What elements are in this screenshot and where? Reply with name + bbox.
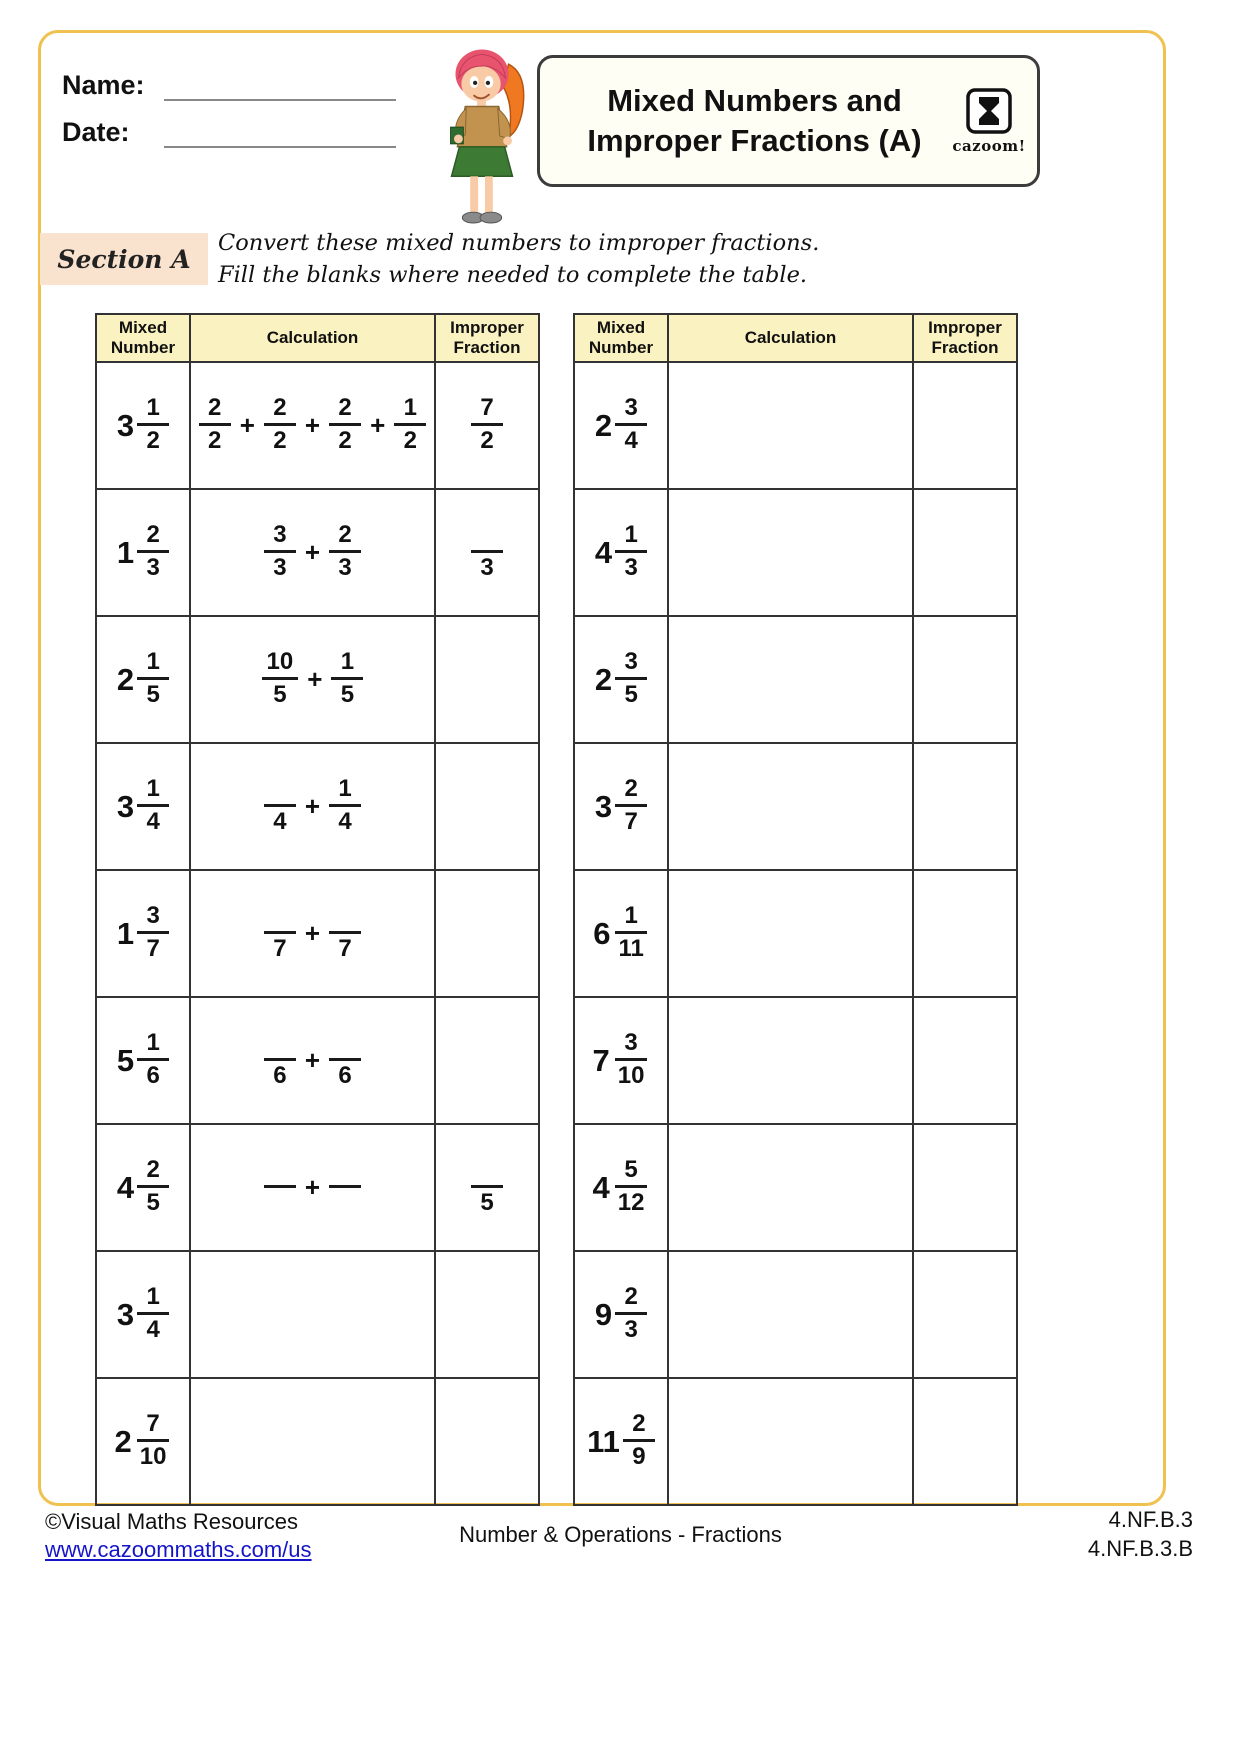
calculation-cell: [190, 1251, 435, 1378]
fraction-denominator: [329, 1188, 361, 1217]
calculation-cell: [190, 616, 435, 743]
improper-fraction-cell: [435, 743, 539, 870]
fraction-denominator: 9: [632, 1443, 646, 1470]
fraction-numerator: 2: [623, 1412, 655, 1442]
table-row: [96, 1124, 539, 1251]
calculation-cell: [668, 1378, 913, 1505]
fraction: [613, 904, 648, 963]
worksheet-title: [554, 81, 955, 162]
whole-number: 4: [116, 1169, 135, 1205]
fraction: [264, 905, 296, 963]
fraction-denominator: 4: [338, 808, 352, 835]
fraction-denominator: 7: [146, 935, 160, 962]
mixed-number-cell: [96, 997, 190, 1124]
fraction: [137, 523, 169, 582]
left-table-header-row: [96, 314, 539, 362]
mixed-number-cell: [96, 362, 190, 489]
fraction-denominator: 2: [403, 427, 417, 454]
left-table: [95, 313, 540, 1506]
fraction: [199, 396, 231, 455]
plus-sign: +: [304, 537, 321, 567]
right-table-header-row: [574, 314, 1017, 362]
fraction: [137, 1158, 169, 1217]
hourglass-icon: [965, 87, 1013, 135]
fraction-numerator: 1: [137, 396, 169, 426]
name-label: Name:: [62, 70, 145, 100]
table-row: [96, 870, 539, 997]
calculation-cell: [190, 489, 435, 616]
fraction: [329, 777, 361, 836]
fraction-numerator: [264, 1159, 296, 1188]
fraction-numerator: 3: [615, 1031, 647, 1061]
fraction-numerator: 1: [329, 777, 361, 807]
fraction-denominator: 5: [624, 681, 638, 708]
fraction-denominator: 6: [338, 1061, 352, 1089]
improper-fraction-cell: [913, 743, 1017, 870]
col-header-improper-fraction: Improper Fraction: [913, 314, 1017, 362]
fraction-numerator: 3: [137, 904, 169, 934]
fraction-denominator: 10: [617, 1062, 645, 1089]
improper-fraction-cell: [913, 1124, 1017, 1251]
mixed-number-cell: [574, 616, 668, 743]
improper-fraction-cell: [435, 362, 539, 489]
whole-number: 1: [116, 915, 135, 951]
fraction-denominator: 2: [273, 427, 287, 454]
calculation-cell: [668, 870, 913, 997]
fraction: [471, 396, 503, 455]
fraction-numerator: 1: [331, 650, 363, 680]
mixed-number-cell: [574, 362, 668, 489]
improper-fraction-cell: [435, 1378, 539, 1505]
table-row: [574, 1251, 1017, 1378]
table-row: [96, 489, 539, 616]
table-row: [574, 1378, 1017, 1505]
table-row: [96, 1378, 539, 1505]
fraction-denominator: 3: [273, 554, 287, 581]
fraction: [137, 904, 169, 963]
fraction-numerator: 10: [262, 650, 299, 680]
fraction: [615, 1285, 647, 1344]
plus-sign: +: [304, 1172, 321, 1202]
fraction: [329, 905, 361, 963]
fraction-denominator: 3: [146, 554, 160, 581]
improper-fraction-cell: [435, 1251, 539, 1378]
fraction: [329, 1159, 361, 1217]
fraction: [137, 1285, 169, 1344]
fraction: [137, 650, 169, 709]
improper-fraction-cell: [913, 870, 1017, 997]
whole-number: 3: [116, 788, 135, 824]
plus-sign: +: [304, 410, 321, 440]
fraction: [262, 650, 299, 709]
table-row: [96, 743, 539, 870]
improper-fraction-cell: [913, 489, 1017, 616]
improper-fraction-cell: [913, 997, 1017, 1124]
mixed-number-cell: [96, 1378, 190, 1505]
improper-fraction-cell: [913, 1251, 1017, 1378]
fraction: [137, 396, 169, 455]
fraction: [613, 1031, 650, 1090]
mixed-number-cell: [574, 489, 668, 616]
fraction-denominator: 3: [624, 1316, 638, 1343]
fraction-numerator: 3: [264, 523, 296, 553]
fraction: [615, 396, 647, 455]
fraction-denominator: 5: [146, 681, 160, 708]
fraction: [264, 1032, 296, 1090]
fraction-denominator: 7: [338, 934, 352, 962]
fraction: [135, 1412, 172, 1471]
fraction-denominator: 2: [208, 427, 222, 454]
plus-sign: +: [307, 664, 323, 694]
fraction-numerator: [264, 778, 296, 807]
mixed-number-cell: [574, 1251, 668, 1378]
fraction-numerator: [329, 1032, 361, 1061]
section-a-badge: [40, 233, 208, 285]
fraction-numerator: [329, 905, 361, 934]
col-header-calculation: Calculation: [190, 314, 435, 362]
fraction: [613, 1158, 650, 1217]
whole-number: 2: [116, 661, 135, 697]
whole-number: 2: [594, 661, 613, 697]
mixed-number-cell: [96, 870, 190, 997]
fraction-numerator: 2: [329, 523, 361, 553]
fraction-denominator: 3: [624, 554, 638, 581]
fraction-numerator: 2: [264, 396, 296, 426]
table-row: [574, 616, 1017, 743]
fraction-denominator: 5: [480, 1188, 494, 1216]
tables-container: [95, 313, 1018, 1506]
fraction-denominator: 5: [273, 681, 287, 708]
improper-fraction-cell: [435, 997, 539, 1124]
calculation-cell: [668, 743, 913, 870]
mixed-number-cell: [574, 997, 668, 1124]
fraction-numerator: [471, 524, 503, 553]
fraction-denominator: 4: [146, 1316, 160, 1343]
whole-number: 2: [594, 407, 613, 443]
table-row: [96, 1251, 539, 1378]
whole-number: 9: [594, 1296, 613, 1332]
copyright-text: ©Visual Maths Resources: [45, 1509, 299, 1534]
footer-standards: [1088, 1506, 1193, 1563]
instruction-line-2: Fill the blanks where needed to complete the table.: [218, 261, 808, 288]
fraction-denominator: 4: [624, 427, 638, 454]
fraction-numerator: [264, 1032, 296, 1061]
cazoom-logo-text: cazoom!: [952, 137, 1026, 155]
fraction: [394, 396, 426, 455]
fraction-denominator: [264, 1188, 296, 1217]
fraction-numerator: 1: [137, 1031, 169, 1061]
whole-number: 3: [594, 788, 613, 824]
instruction-line-1: Convert these mixed numbers to improper fractions.: [218, 230, 820, 256]
fraction-denominator: 11: [618, 935, 644, 962]
mixed-number-cell: [96, 743, 190, 870]
fraction: [264, 396, 296, 455]
fraction: [137, 1031, 169, 1090]
fraction: [471, 524, 503, 582]
fraction-numerator: [329, 1159, 361, 1188]
calculation-cell: [668, 362, 913, 489]
col-header-improper-fraction: Improper Fraction: [435, 314, 539, 362]
fraction-numerator: 2: [615, 777, 647, 807]
fraction-denominator: 3: [338, 554, 352, 581]
col-header-calculation: Calculation: [668, 314, 913, 362]
date-label: Date:: [62, 117, 130, 147]
title-line-2: Improper Fractions (A): [587, 123, 922, 158]
fraction-numerator: 3: [615, 650, 647, 680]
name-row: [62, 70, 396, 101]
whole-number: 7: [592, 1042, 610, 1078]
table-row: [96, 362, 539, 489]
fraction: [137, 777, 169, 836]
whole-number: 5: [116, 1042, 135, 1078]
fraction-denominator: 7: [624, 808, 638, 835]
whole-number: 3: [116, 407, 135, 443]
fraction-numerator: 7: [471, 396, 503, 426]
fraction: [329, 1032, 361, 1090]
whole-number: 1: [116, 534, 135, 570]
table-row: [574, 489, 1017, 616]
fraction-denominator: 2: [480, 427, 494, 454]
improper-fraction-cell: [913, 1378, 1017, 1505]
fraction-denominator: 7: [273, 934, 287, 962]
fraction-denominator: 2: [146, 427, 160, 454]
fraction-numerator: 2: [329, 396, 361, 426]
table-row: [574, 997, 1017, 1124]
fraction-numerator: 5: [615, 1158, 647, 1188]
plus-sign: +: [239, 410, 255, 440]
table-row: [96, 616, 539, 743]
cazoom-website-link[interactable]: www.cazoommaths.com/us: [45, 1536, 312, 1562]
footer-center-text: Number & Operations - Fractions: [459, 1522, 782, 1547]
calculation-cell: [668, 997, 913, 1124]
improper-fraction-cell: [913, 362, 1017, 489]
title-box: [537, 55, 1040, 187]
fraction-numerator: 2: [137, 1158, 169, 1188]
fraction: [329, 396, 361, 455]
mixed-number-cell: [96, 489, 190, 616]
instructions: [218, 228, 819, 292]
mixed-number-cell: [96, 616, 190, 743]
standard-code-1: 4.NF.B.3: [1108, 1507, 1193, 1532]
fraction-numerator: 3: [615, 396, 647, 426]
fraction-denominator: 4: [146, 808, 160, 835]
fraction-denominator: 12: [617, 1189, 645, 1216]
fraction-denominator: 4: [273, 807, 287, 835]
fraction: [264, 523, 296, 582]
calculation-cell: [190, 1378, 435, 1505]
calculation-cell: [190, 362, 435, 489]
whole-number: 6: [593, 915, 611, 951]
fraction-numerator: 1: [615, 904, 647, 934]
fraction-denominator: 5: [146, 1189, 160, 1216]
plus-sign: +: [304, 1045, 321, 1075]
whole-number: 11: [587, 1423, 620, 1459]
fraction-denominator: 10: [139, 1443, 167, 1470]
table-row: [574, 1124, 1017, 1251]
calculation-cell: [668, 1124, 913, 1251]
section-a-label: Section A: [57, 244, 191, 274]
mixed-number-cell: [96, 1251, 190, 1378]
calculation-cell: [668, 489, 913, 616]
fraction: [331, 650, 363, 709]
standard-code-2: 4.NF.B.3.B: [1087, 1535, 1193, 1561]
fraction: [264, 778, 296, 836]
mixed-number-cell: [574, 870, 668, 997]
whole-number: 2: [114, 1423, 132, 1459]
date-row: [62, 117, 396, 148]
fraction: [471, 1159, 503, 1217]
plus-sign: +: [304, 791, 321, 821]
date-write-line: [164, 118, 396, 148]
fraction-numerator: 7: [137, 1412, 169, 1442]
right-table: [573, 313, 1018, 1506]
fraction: [623, 1412, 655, 1471]
table-row: [574, 743, 1017, 870]
calculation-cell: [190, 997, 435, 1124]
fraction-numerator: 1: [137, 777, 169, 807]
fraction-numerator: 1: [394, 396, 426, 426]
name-date-block: [62, 70, 396, 164]
cazoom-logo: [952, 87, 1026, 155]
mixed-number-cell: [574, 1124, 668, 1251]
improper-fraction-cell: [913, 616, 1017, 743]
fraction-numerator: [471, 1159, 503, 1188]
fraction-numerator: [264, 905, 296, 934]
table-row: [574, 870, 1017, 997]
fraction: [615, 523, 647, 582]
whole-number: 3: [116, 1296, 135, 1332]
fraction-denominator: 6: [146, 1062, 160, 1089]
fraction-denominator: 5: [340, 681, 355, 708]
improper-fraction-cell: [435, 489, 539, 616]
calculation-cell: [190, 870, 435, 997]
fraction: [329, 523, 361, 582]
fraction-denominator: 6: [273, 1061, 287, 1089]
calculation-cell: [190, 1124, 435, 1251]
whole-number: 4: [592, 1169, 610, 1205]
name-write-line: [164, 71, 396, 101]
fraction-denominator: 2: [338, 427, 352, 454]
fraction-numerator: 1: [137, 650, 169, 680]
calculation-cell: [190, 743, 435, 870]
improper-fraction-cell: [435, 616, 539, 743]
mixed-number-cell: [574, 1378, 668, 1505]
whole-number: 4: [594, 534, 613, 570]
fraction: [615, 650, 647, 709]
fraction-numerator: 2: [199, 396, 231, 426]
improper-fraction-cell: [435, 1124, 539, 1251]
table-row: [96, 997, 539, 1124]
mixed-number-cell: [574, 743, 668, 870]
mixed-number-cell: [96, 1124, 190, 1251]
col-header-mixed-number: Mixed Number: [96, 314, 190, 362]
fraction-numerator: 1: [137, 1285, 169, 1315]
table-row: [574, 362, 1017, 489]
fraction-numerator: 1: [615, 523, 647, 553]
fraction: [615, 777, 647, 836]
girl-illustration-svg: [424, 36, 542, 234]
improper-fraction-cell: [435, 870, 539, 997]
fraction-denominator: 3: [480, 553, 494, 581]
plus-sign: +: [304, 918, 321, 948]
calculation-cell: [668, 616, 913, 743]
girl-illustration: [424, 36, 542, 239]
plus-sign: +: [370, 410, 386, 440]
fraction-numerator: 2: [615, 1285, 647, 1315]
col-header-mixed-number: Mixed Number: [574, 314, 668, 362]
fraction-numerator: 2: [137, 523, 169, 553]
calculation-cell: [668, 1251, 913, 1378]
fraction: [264, 1159, 296, 1217]
title-line-1: Mixed Numbers and: [607, 82, 902, 118]
